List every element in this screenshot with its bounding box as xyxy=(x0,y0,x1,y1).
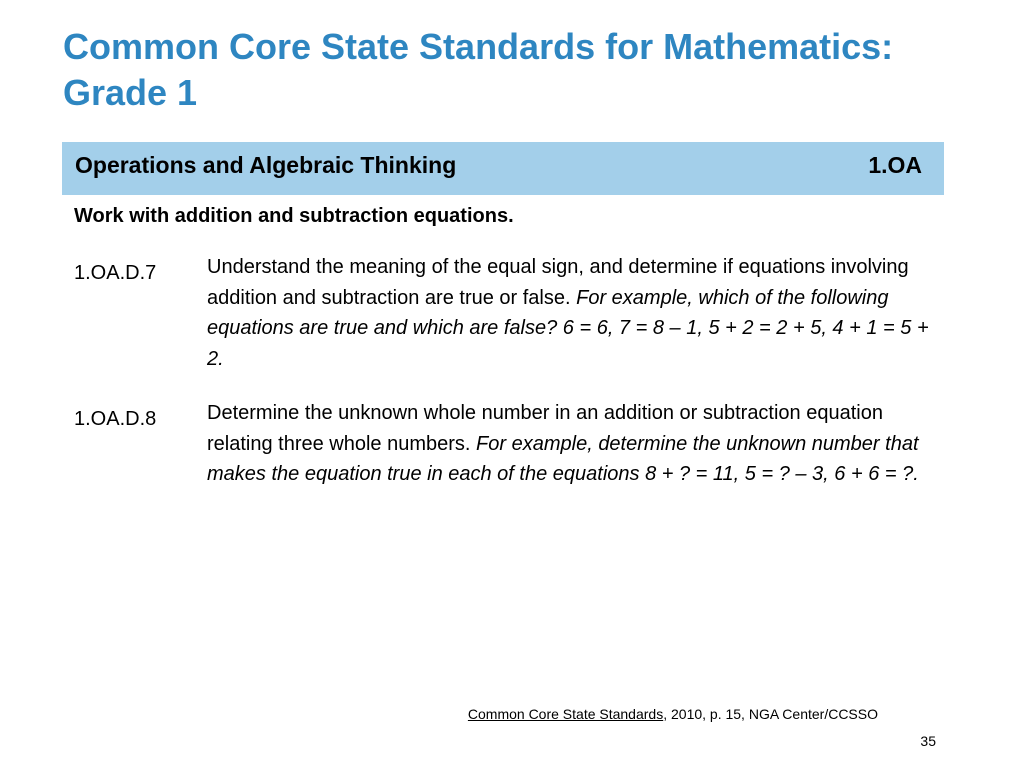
standard-code: 1.OA.D.7 xyxy=(74,262,157,284)
domain-code: 1.OA xyxy=(868,152,922,178)
standard-example: For example, which of the following equations are true and which are false? 6 = 6, 7 = 8 – 1, 5 + 2 = 2 + 5, 4 + 1 = 5 + 2. xyxy=(207,286,929,370)
citation-source-link[interactable]: Common Core State Standards xyxy=(467,706,664,722)
standard-text: Understand the meaning of the equal sign, and determine if equations involving addition and subtraction are true or false. xyxy=(207,256,909,309)
citation xyxy=(468,706,878,722)
cluster-heading: Work with addition and subtraction equations. xyxy=(74,205,514,227)
standard-example: For example, determine the unknown number that makes the equation true in each of the equations 8 + ? = 11, 5 = ? – 3, 6 + 6 = ?. xyxy=(207,432,919,485)
page-number: 35 xyxy=(920,733,936,749)
standard-code: 1.OA.D.8 xyxy=(74,408,157,430)
slide-title: Common Core State Standards for Mathematics: Grade 1 xyxy=(63,26,894,113)
citation-details: , 2010, p. 15, NGA Center/CCSSO xyxy=(663,706,878,722)
domain-header xyxy=(62,142,944,195)
domain-name: Operations and Algebraic Thinking xyxy=(75,152,457,178)
standard-description xyxy=(207,398,929,490)
standard-description xyxy=(207,252,929,374)
standard-text: Determine the unknown whole number in an addition or subtraction equation relating three whole numbers. xyxy=(207,402,883,455)
